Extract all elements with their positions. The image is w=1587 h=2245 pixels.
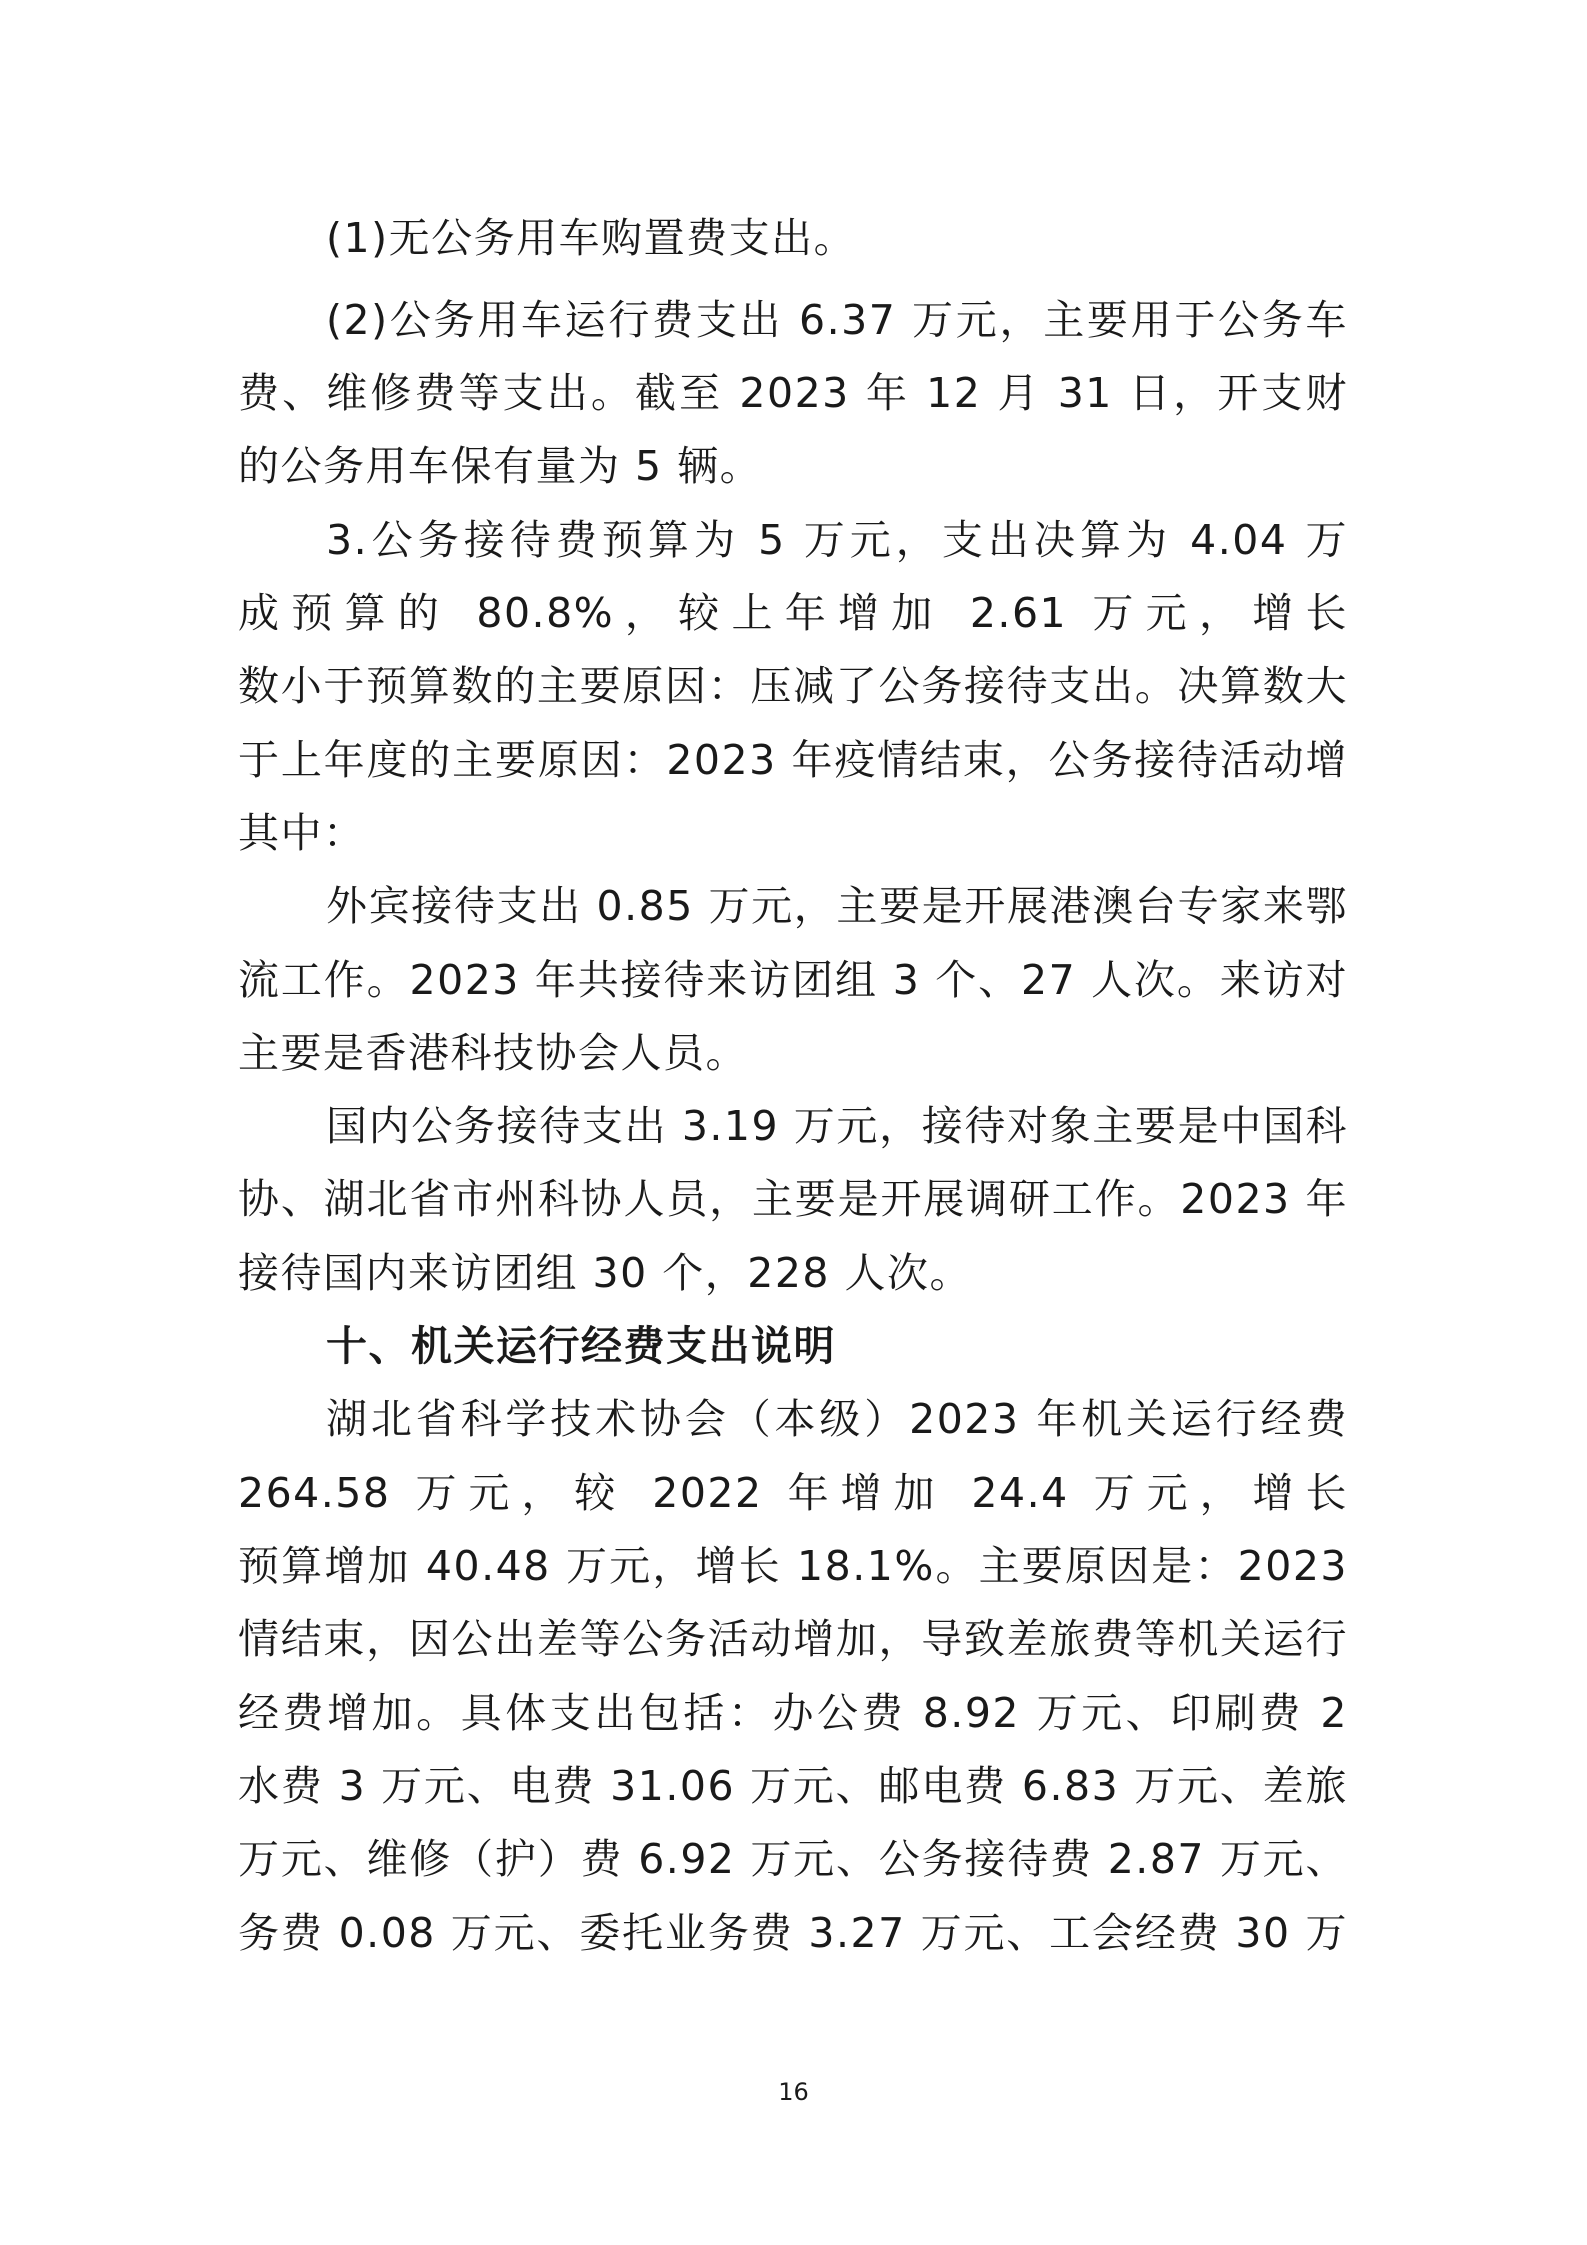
text-line: 流工作。2023 年共接待来访团组 3 个、27 人次。来访对 (238, 956, 1348, 1004)
text-line: 务费 0.08 万元、委托业务费 3.27 万元、工会经费 30 万 (238, 1909, 1348, 1957)
section-heading: 十、机关运行经费支出说明 (326, 1322, 836, 1370)
text-line: (2)公务用车运行费支出 6.37 万元，主要用于公务车 (326, 296, 1348, 344)
text-line: 协、湖北省市州科协人员，主要是开展调研工作。2023 年 (238, 1175, 1348, 1223)
text-line: 成预算的 80.8%，较上年增加 2.61 万元，增长 (238, 589, 1348, 637)
text-line: (1)无公务用车购置费支出。 (326, 214, 857, 262)
text-line: 于上年度的主要原因：2023 年疫情结束，公务接待活动增 (238, 736, 1348, 784)
text-line: 其中： (238, 809, 366, 857)
text-line: 国内公务接待支出 3.19 万元，接待对象主要是中国科 (326, 1102, 1348, 1150)
text-line: 外宾接待支出 0.85 万元，主要是开展港澳台专家来鄂 (326, 882, 1348, 930)
text-line: 接待国内来访团组 30 个，228 人次。 (238, 1249, 973, 1297)
text-line: 264.58 万元，较 2022 年增加 24.4 万元，增长 (238, 1469, 1348, 1517)
text-line: 万元、维修（护）费 6.92 万元、公务接待费 2.87 万元、 (238, 1835, 1348, 1883)
text-line: 预算增加 40.48 万元，增长 18.1%。主要原因是：2023 (238, 1542, 1348, 1590)
text-line: 主要是香港科技协会人员。 (238, 1029, 748, 1077)
text-line: 费、维修费等支出。截至 2023 年 12 月 31 日，开支财 (238, 369, 1348, 417)
text-line: 数小于预算数的主要原因：压减了公务接待支出。决算数大 (238, 662, 1348, 710)
text-line: 3.公务接待费预算为 5 万元，支出决算为 4.04 万 (326, 516, 1348, 564)
text-line: 水费 3 万元、电费 31.06 万元、邮电费 6.83 万元、差旅 (238, 1762, 1348, 1810)
page-number: 16 (778, 2078, 809, 2106)
text-line: 情结束，因公出差等公务活动增加，导致差旅费等机关运行 (238, 1615, 1348, 1663)
text-line: 湖北省科学技术协会（本级）2023 年机关运行经费 (326, 1395, 1348, 1443)
text-line: 经费增加。具体支出包括：办公费 8.92 万元、印刷费 2 (238, 1689, 1348, 1737)
text-line: 的公务用车保有量为 5 辆。 (238, 442, 763, 490)
